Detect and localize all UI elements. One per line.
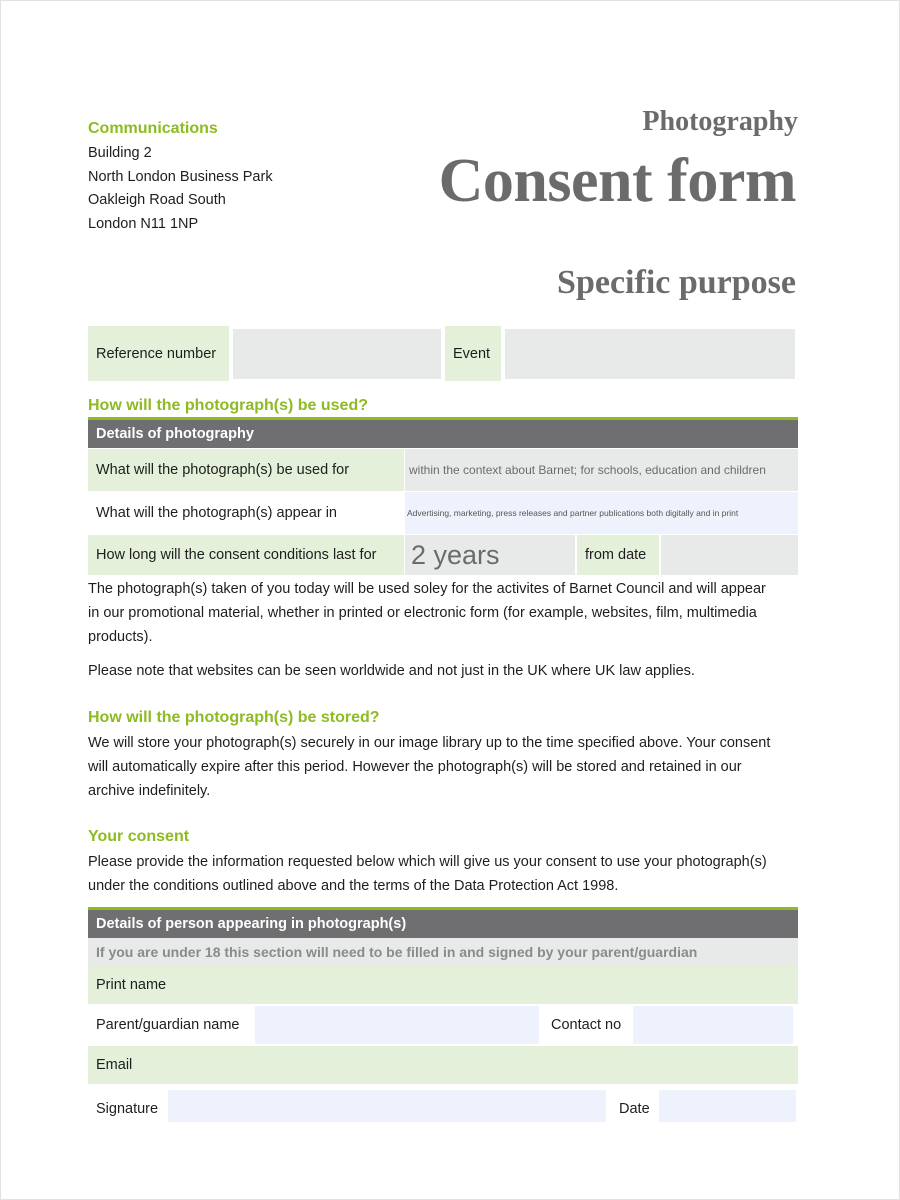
- event-label: Event: [445, 326, 501, 381]
- email-input[interactable]: [156, 1046, 798, 1084]
- print-name-input[interactable]: [196, 966, 798, 1004]
- person-table-header: Details of person appearing in photograph(s): [88, 910, 798, 938]
- duration-label: How long will the consent conditions last for: [88, 535, 404, 575]
- contact-no-input[interactable]: [633, 1006, 793, 1044]
- used-for-input[interactable]: within the context about Barnet; for schools, education and children: [405, 449, 798, 491]
- from-date-label: from date: [577, 535, 659, 575]
- storage-heading: How will the photograph(s) be stored?: [88, 709, 380, 726]
- date-label: Date: [619, 1101, 650, 1117]
- guardian-name-input[interactable]: [255, 1006, 539, 1044]
- usage-paragraph-1: The photograph(s) taken of you today will be used soley for the activites of Barnet Council and will appear in our promotional material, whether in printed or electronic form (for example, websites, film, multimedia products).: [88, 581, 766, 645]
- signature-label: Signature: [96, 1101, 159, 1117]
- address-line-2: North London Business Park: [88, 168, 273, 185]
- email-label: Email: [88, 1046, 156, 1084]
- date-input[interactable]: [659, 1090, 796, 1122]
- signature-input[interactable]: [168, 1090, 606, 1122]
- org-address: [88, 142, 273, 236]
- under-18-note: If you are under 18 this section will need to be filled in and signed by your parent/guardian: [88, 938, 798, 966]
- consent-heading: Your consent: [88, 828, 190, 845]
- event-input[interactable]: [505, 329, 795, 379]
- reference-number-label: Reference number: [88, 326, 229, 381]
- consent-paragraph: Please provide the information requested below which will give us your consent to use your photograph(s) under the conditions outlined above and the terms of the Data Protection Act 1998.: [88, 854, 767, 894]
- page-title: Consent form: [438, 147, 796, 215]
- from-date-input[interactable]: [661, 535, 798, 575]
- address-line-3: Oakleigh Road South: [88, 192, 226, 208]
- reference-number-input[interactable]: [233, 329, 441, 379]
- duration-input[interactable]: 2 years: [405, 535, 575, 575]
- page-subtitle: Specific purpose: [557, 264, 796, 301]
- storage-paragraph: We will store your photograph(s) securely in our image library up to the time specified above. Your consent will automatically expire after this period. However the photograph(s) will be stored and retained in our archive indefinitely.: [88, 735, 771, 799]
- print-name-label: Print name: [88, 966, 196, 1004]
- address-line-1: Building 2: [88, 145, 152, 161]
- usage-paragraph-2: Please note that websites can be seen worldwide and not just in the UK where UK law applies.: [88, 663, 695, 679]
- contact-no-label: Contact no: [551, 1017, 622, 1033]
- org-name: Communications: [88, 120, 218, 137]
- guardian-name-label: Parent/guardian name: [96, 1017, 240, 1033]
- used-for-label: What will the photograph(s) be used for: [88, 449, 404, 491]
- photography-table-header: Details of photography: [88, 420, 798, 448]
- appear-in-label: What will the photograph(s) appear in: [96, 505, 337, 521]
- title-kicker: Photography: [642, 106, 798, 137]
- usage-heading: How will the photograph(s) be used?: [88, 397, 368, 414]
- appear-in-input[interactable]: Advertising, marketing, press releases and partner publications both digitally and in print: [405, 492, 798, 534]
- address-line-4: London N11 1NP: [88, 215, 199, 232]
